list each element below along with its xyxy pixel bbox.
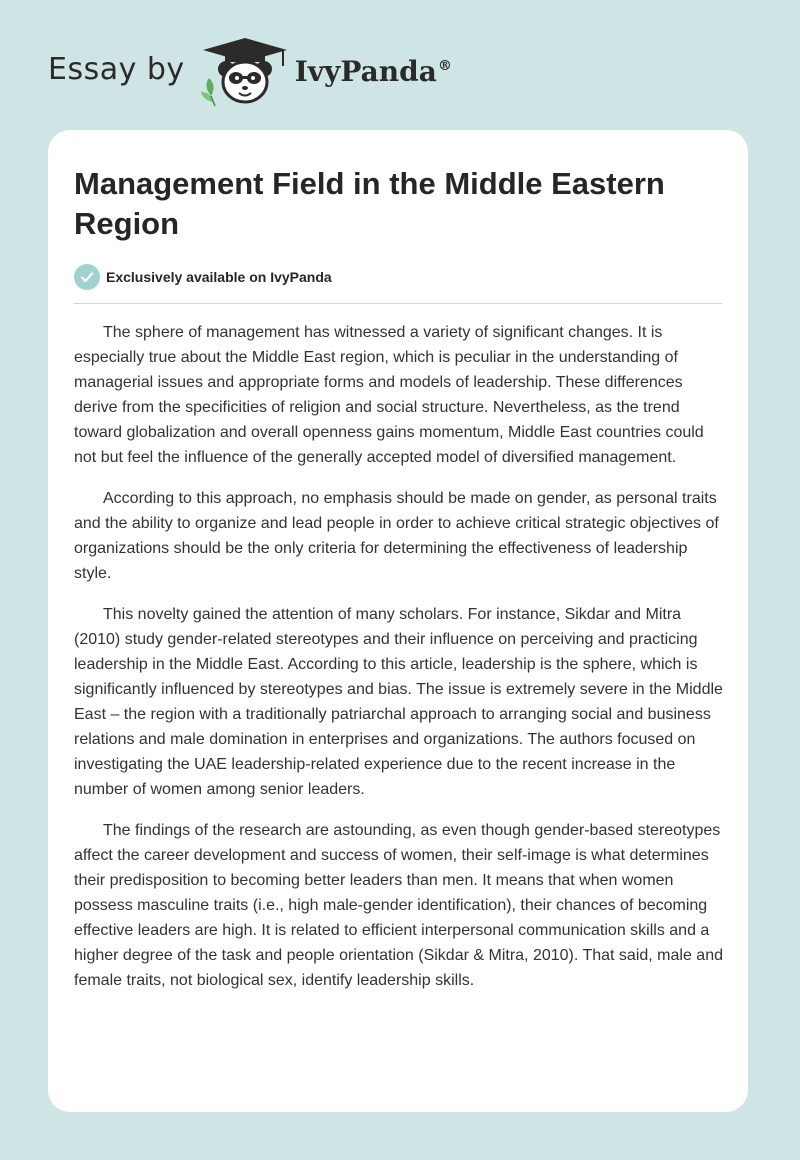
essay-body xyxy=(74,320,724,1009)
panda-graduate-logo-icon[interactable] xyxy=(199,36,291,108)
divider xyxy=(74,303,722,304)
page-title: Management Field in the Middle Eastern Region xyxy=(74,166,665,241)
site-header xyxy=(48,36,452,108)
registered-mark: ® xyxy=(437,58,452,75)
exclusive-badge xyxy=(74,264,332,290)
essay-card xyxy=(48,130,748,1112)
paragraph: The sphere of management has witnessed a variety of significant changes. It is especially true about the Middle East region, which is peculiar in the understanding of managerial issues and appropriate forms and models of leadership. These differences derive from the specificities of religion and social structure. Nevertheless, as the trend toward globalization and overall openness gains momentum, Middle East countries could not but feel the influence of the generally accepted model of diversified management. xyxy=(74,324,704,466)
badge-text: Exclusively available on IvyPanda xyxy=(106,269,332,285)
brand-name[interactable] xyxy=(295,55,452,88)
brand-name-text: IvyPanda xyxy=(294,54,437,88)
check-circle-icon xyxy=(74,264,100,290)
paragraph: The findings of the research are astounding, as even though gender-based stereotypes affect the career development and success of women, their self-image is what determines their predisposition to becoming better leaders than men. It means that when women possess masculine traits (i.e., high male-gender identification), their chances of becoming effective leaders are high. It is related to efficient interpersonal communication skills and a higher degree of the task and people orientation (Sikdar & Mitra, 2010). That said, male and female traits, not biological sex, identify leadership skills. xyxy=(74,822,723,989)
paragraph: This novelty gained the attention of many scholars. For instance, Sikdar and Mitra (2010) study gender-related stereotypes and their influence on perceiving and practicing leadership in the Middle East. According to this article, leadership is the sphere, which is significantly influenced by stereotypes and bias. The issue is extremely severe in the Middle East – the region with a traditionally patriarchal approach to arranging social and business relations and male domination in enterprises and organizations. The authors focused on investigating the UAE leadership-related experience due to the recent increase in the number of women among senior leaders. xyxy=(74,606,723,798)
paragraph: According to this approach, no emphasis should be made on gender, as personal traits and the ability to organize and lead people in order to achieve critical strategic objectives of organizations should be the only criteria for determining the effectiveness of leadership style. xyxy=(74,490,719,582)
brand-prefix: Essay by xyxy=(48,51,185,87)
